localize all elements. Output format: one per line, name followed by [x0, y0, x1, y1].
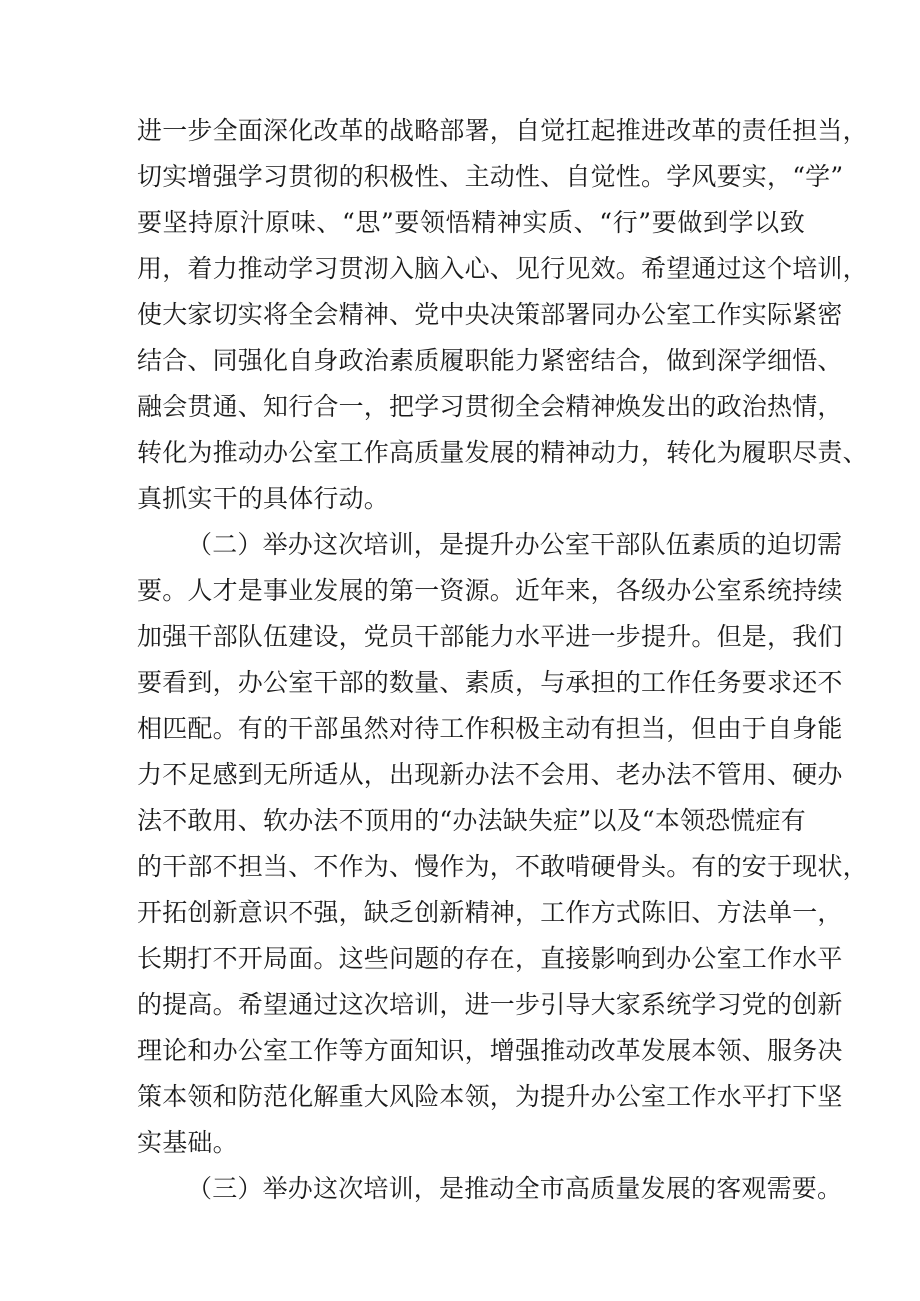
paragraph-line: 开拓创新意识不强，缺乏创新精神，工作方式陈旧、方法单一， — [137, 898, 843, 927]
paragraph-1 — [137, 108, 868, 522]
paragraph-2 — [137, 522, 868, 1166]
paragraph-line: 要。人才是事业发展的第一资源。近年来，各级办公室系统持续 — [137, 576, 843, 605]
paragraph-line: 切实增强学习贯彻的积极性、主动性、自觉性。学风要实，“学” — [137, 162, 844, 191]
paragraph-line: 转化为推动办公室工作高质量发展的精神动力，转化为履职尽责、 — [137, 438, 868, 467]
paragraph-line: 要坚持原汁原味、“思”要领悟精神实质、“行”要做到学以致 — [137, 208, 805, 237]
paragraph-line: 相匹配。有的干部虽然对待工作积极主动有担当，但由于自身能 — [137, 714, 843, 743]
paragraph-line: 结合、同强化自身政治素质履职能力紧密结合，做到深学细悟、 — [137, 346, 843, 375]
paragraph-line: 用，着力推动学习贯沏入脑入心、见行见效。希望通过这个培训， — [137, 254, 868, 283]
paragraph-line: 的提高。希望通过这次培训，进一步引导大家系统学习党的创新 — [137, 990, 843, 1019]
paragraph-line: 长期打不开局面。这些问题的存在，直接影响到办公室工作水平 — [137, 944, 843, 973]
paragraph-line: （三）举办这次培训，是推动全市高质量发展的客观需要。 — [187, 1174, 843, 1203]
paragraph-line: 真抓实干的具体行动。 — [137, 484, 390, 513]
paragraph-3 — [137, 1166, 843, 1212]
paragraph-line: 的干部不担当、不作为、慢作为，不敢啃硬骨头。有的安于现状， — [137, 852, 868, 881]
paragraph-line: 策本领和防范化解重大风险本领，为提升办公室工作水平打下坚 — [137, 1082, 843, 1111]
paragraph-line: （二）举办这次培训，是提升办公室干部队伍素质的迫切需 — [187, 530, 843, 559]
paragraph-line: 理论和办公室工作等方面知识，增强推动改革发展本领、服务决 — [137, 1036, 843, 1065]
paragraph-line: 实基础。 — [137, 1128, 238, 1157]
paragraph-line: 融会贯通、知行合一，把学习贯彻全会精神焕发出的政治热情， — [137, 392, 843, 421]
paragraph-line: 进一步全面深化改革的战略部署，自觉扛起推进改革的责任担当， — [137, 116, 868, 145]
paragraph-line: 力不足感到无所适从，出现新办法不会用、老办法不管用、硬办 — [137, 760, 843, 789]
paragraph-line: 法不敢用、软办法不顶用的“办法缺失症”以及“本领恐慌症有 — [137, 806, 806, 835]
paragraph-line: 要看到，办公室干部的数量、素质，与承担的工作任务要求还不 — [137, 668, 843, 697]
document-body — [137, 108, 868, 1212]
paragraph-line: 使大家切实将全会精神、党中央决策部署同办公室工作实际紧密 — [137, 300, 843, 329]
paragraph-line: 加强干部队伍建设，党员干部能力水平进一步提升。但是，我们 — [137, 622, 843, 651]
